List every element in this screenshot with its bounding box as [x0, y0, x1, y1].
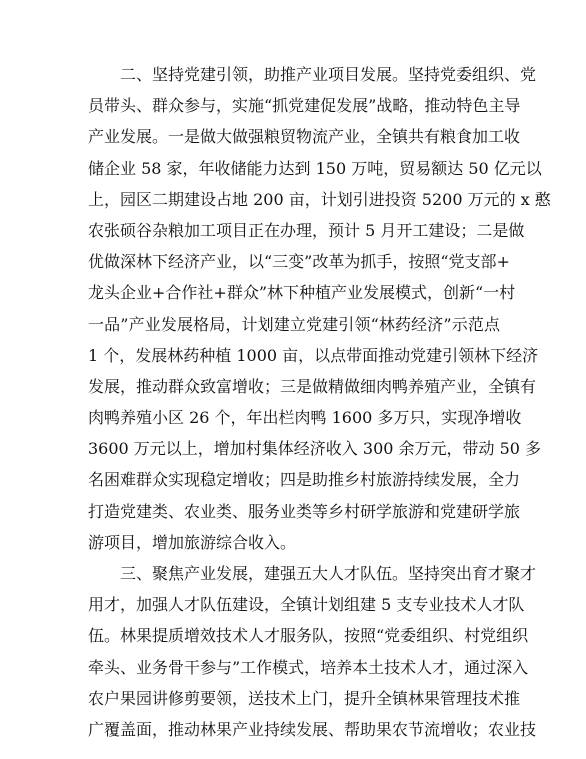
text-line: 广覆盖面，推动林果产业持续发展、帮助果农节流增收；农业技: [88, 719, 537, 739]
paragraph-talent-teams: [88, 558, 537, 745]
document-body: [88, 59, 551, 745]
text-line: 发展，推动群众致富增收；三是做精做细肉鸭养殖产业，全镇有: [88, 376, 537, 396]
text-line: 上，园区二期建设占地 200 亩，计划引进投资 5200 万元的 x 憨: [88, 189, 551, 209]
text-line: 牵头、业务骨干参与”工作模式，培养本土技术人才，通过深入: [88, 657, 529, 677]
text-line: 1 个，发展林药种植 1000 亩，以点带面推动党建引领林下经济: [88, 345, 539, 365]
text-line: 三、聚焦产业发展，建强五大人才队伍。坚持突出育才聚才: [120, 564, 537, 583]
text-line: 3600 万元以上，增加村集体经济收入 300 余万元，带动 50 多: [88, 439, 542, 459]
text-line: 农张硕谷杂粮加工项目正在办理，预计 5 月开工建设；二是做: [88, 220, 525, 240]
text-line: 产业发展。一是做大做强粮贸物流产业，全镇共有粮食加工收: [88, 127, 521, 147]
text-line: 二、坚持党建引领，助推产业项目发展。坚持党委组织、党: [120, 65, 537, 84]
text-line: 农户果园讲修剪要领，送技术上门，提升全镇林果管理技术推: [88, 688, 521, 708]
text-line: 一品”产业发展格局，计划建立党建引领“林药经济”示范点: [88, 314, 500, 334]
text-line: 打造党建类、农业类、服务业类等乡村研学旅游和党建研学旅: [88, 501, 521, 521]
text-line: 龙头企业+合作社+群众”林下种植产业发展模式，创新“一村: [88, 283, 516, 303]
text-line: 伍。林果提质增效技术人才服务队，按照“党委组织、村党组织: [88, 626, 529, 646]
paragraph-industry-projects: [88, 59, 551, 558]
text-line: 储企业 58 家，年收储能力达到 150 万吨，贸易额达 50 亿元以: [88, 158, 542, 178]
text-line: 用才，加强人才队伍建设，全镇计划组建 5 支专业技术人才队: [88, 595, 525, 615]
text-line: 肉鸭养殖小区 26 个，年出栏肉鸭 1600 多万只，实现净增收: [88, 408, 522, 428]
text-line: 员带头、群众参与，实施“抓党建促发展”战略，推动特色主导: [88, 96, 521, 116]
text-line: 名困难群众实现稳定增收；四是助推乡村旅游持续发展，全力: [88, 470, 521, 490]
text-line: 优做深林下经济产业，以“三变”改革为抓手，按照“党支部+: [88, 252, 510, 272]
text-line: 游项目，增加旅游综合收入。: [88, 532, 297, 552]
